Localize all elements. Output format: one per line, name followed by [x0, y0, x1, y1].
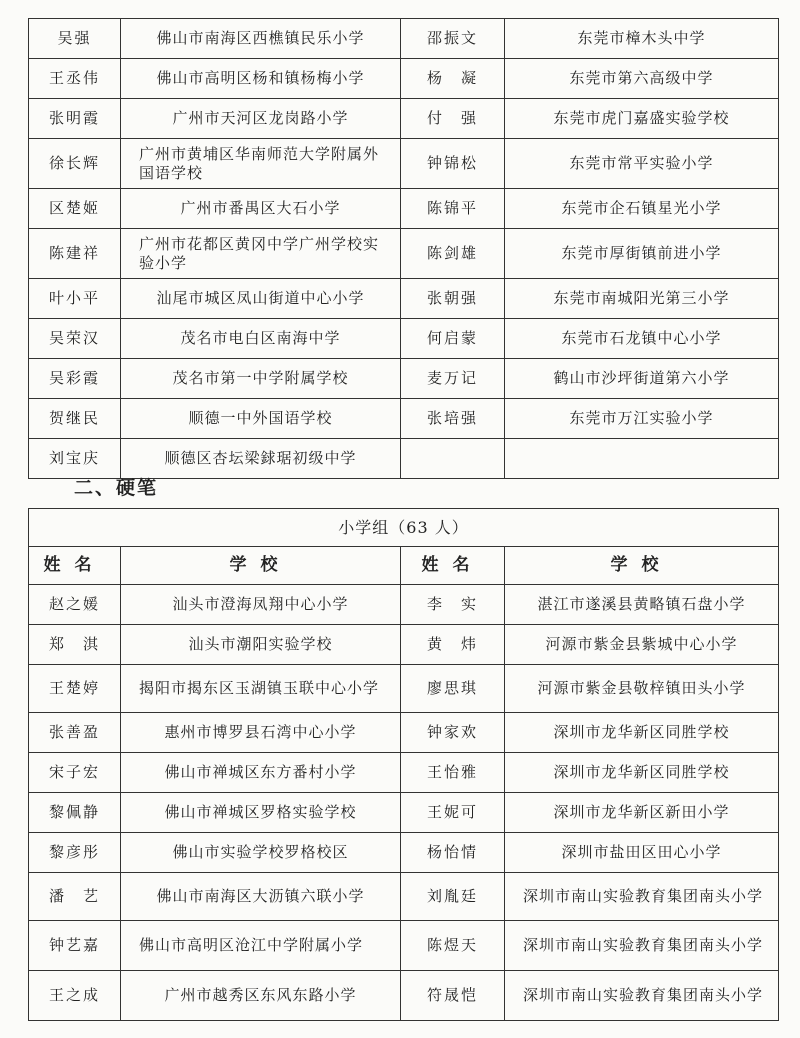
winner-school: 深圳市龙华新区新田小学 [505, 793, 779, 833]
table-row [29, 585, 779, 625]
winner-school: 东莞市厚街镇前进小学 [505, 229, 779, 279]
winner-name: 潘 艺 [29, 873, 121, 921]
hard-pen-award-table [28, 508, 779, 1021]
award-table-continued [28, 18, 779, 479]
winner-school: 顺德区杏坛梁銶琚初级中学 [121, 439, 401, 479]
winner-school: 揭阳市揭东区玉湖镇玉联中心小学 [121, 665, 401, 713]
winner-name: 徐长辉 [29, 139, 121, 189]
column-header-school: 学校 [505, 547, 779, 585]
table-row [29, 833, 779, 873]
winner-name: 吴强 [29, 19, 121, 59]
winner-school: 广州市番禺区大石小学 [121, 189, 401, 229]
winner-school: 广州市黄埔区华南师范大学附属外国语学校 [121, 139, 401, 189]
table-row [29, 921, 779, 971]
column-header-school: 学校 [121, 547, 401, 585]
winner-school: 佛山市南海区西樵镇民乐小学 [121, 19, 401, 59]
winner-name: 张明霞 [29, 99, 121, 139]
winner-school: 佛山市高明区杨和镇杨梅小学 [121, 59, 401, 99]
winner-school: 东莞市虎门嘉盛实验学校 [505, 99, 779, 139]
winner-school: 东莞市石龙镇中心小学 [505, 319, 779, 359]
table-row [29, 359, 779, 399]
winner-name: 刘胤廷 [401, 873, 505, 921]
winner-name: 陈剑雄 [401, 229, 505, 279]
winner-name: 叶小平 [29, 279, 121, 319]
table-row [29, 399, 779, 439]
winner-name: 钟家欢 [401, 713, 505, 753]
table-row [29, 99, 779, 139]
table-row [29, 139, 779, 189]
winner-name: 吴彩霞 [29, 359, 121, 399]
winner-name: 贺继民 [29, 399, 121, 439]
winner-school: 佛山市实验学校罗格校区 [121, 833, 401, 873]
winner-school: 汕头市潮阳实验学校 [121, 625, 401, 665]
winner-school: 深圳市龙华新区同胜学校 [505, 753, 779, 793]
winner-school: 东莞市常平实验小学 [505, 139, 779, 189]
table-row [29, 229, 779, 279]
winner-school: 佛山市禅城区罗格实验学校 [121, 793, 401, 833]
table-row [29, 59, 779, 99]
winner-name [401, 439, 505, 479]
winner-name: 赵之媛 [29, 585, 121, 625]
winner-name: 张朝强 [401, 279, 505, 319]
winner-name: 何启蒙 [401, 319, 505, 359]
table-row [29, 971, 779, 1021]
winner-school: 顺德一中外国语学校 [121, 399, 401, 439]
winner-name: 符晟恺 [401, 971, 505, 1021]
column-header-name: 姓名 [401, 547, 505, 585]
winner-school: 汕尾市城区凤山街道中心小学 [121, 279, 401, 319]
winner-school: 佛山市禅城区东方番村小学 [121, 753, 401, 793]
winner-name: 黎彦彤 [29, 833, 121, 873]
winner-school: 河源市紫金县紫城中心小学 [505, 625, 779, 665]
table-row [29, 793, 779, 833]
winner-school: 深圳市南山实验教育集团南头小学 [505, 873, 779, 921]
winner-school: 广州市天河区龙岗路小学 [121, 99, 401, 139]
winner-school: 鹤山市沙坪街道第六小学 [505, 359, 779, 399]
winner-name: 吴荣汉 [29, 319, 121, 359]
winner-name: 王丞伟 [29, 59, 121, 99]
column-header-name: 姓名 [29, 547, 121, 585]
winner-name: 钟锦松 [401, 139, 505, 189]
winner-school: 深圳市龙华新区同胜学校 [505, 713, 779, 753]
group-title-row [29, 509, 779, 547]
winner-school: 佛山市南海区大沥镇六联小学 [121, 873, 401, 921]
winner-name: 陈煜天 [401, 921, 505, 971]
winner-school: 深圳市南山实验教育集团南头小学 [505, 921, 779, 971]
table-row [29, 753, 779, 793]
winner-name: 钟艺嘉 [29, 921, 121, 971]
winner-name: 宋子宏 [29, 753, 121, 793]
winner-name: 陈建祥 [29, 229, 121, 279]
winner-name: 黎佩静 [29, 793, 121, 833]
winner-name: 王怡雅 [401, 753, 505, 793]
winner-school: 河源市紫金县敬梓镇田头小学 [505, 665, 779, 713]
table-row [29, 319, 779, 359]
winner-name: 区楚姬 [29, 189, 121, 229]
section-heading: 二、硬笔 [74, 477, 159, 499]
winner-name: 付 强 [401, 99, 505, 139]
winner-school: 汕头市澄海凤翔中心小学 [121, 585, 401, 625]
winner-name: 廖思琪 [401, 665, 505, 713]
winner-name: 麦万记 [401, 359, 505, 399]
winner-name: 杨怡情 [401, 833, 505, 873]
winner-school: 广州市越秀区东风东路小学 [121, 971, 401, 1021]
table-row [29, 279, 779, 319]
winner-name: 邵振文 [401, 19, 505, 59]
winner-school: 深圳市盐田区田心小学 [505, 833, 779, 873]
table-row [29, 625, 779, 665]
winner-school: 茂名市第一中学附属学校 [121, 359, 401, 399]
winner-name: 陈锦平 [401, 189, 505, 229]
winner-school: 惠州市博罗县石湾中心小学 [121, 713, 401, 753]
table-row [29, 713, 779, 753]
table-row [29, 665, 779, 713]
winner-name: 黄 炜 [401, 625, 505, 665]
table-row [29, 19, 779, 59]
winner-school: 东莞市第六高级中学 [505, 59, 779, 99]
winner-name: 王楚婷 [29, 665, 121, 713]
header-row [29, 547, 779, 585]
winner-school: 东莞市万江实验小学 [505, 399, 779, 439]
winner-name: 王之成 [29, 971, 121, 1021]
winner-school: 东莞市企石镇星光小学 [505, 189, 779, 229]
winner-name: 杨 凝 [401, 59, 505, 99]
winner-name: 王妮可 [401, 793, 505, 833]
winner-school: 广州市花都区黄冈中学广州学校实验小学 [121, 229, 401, 279]
winner-name: 郑 淇 [29, 625, 121, 665]
winner-school: 东莞市南城阳光第三小学 [505, 279, 779, 319]
group-title: 小学组（63 人） [29, 509, 779, 547]
table-row [29, 189, 779, 229]
winner-school: 茂名市电白区南海中学 [121, 319, 401, 359]
winner-school: 佛山市高明区沧江中学附属小学 [121, 921, 401, 971]
table-row [29, 873, 779, 921]
winner-school: 湛江市遂溪县黄略镇石盘小学 [505, 585, 779, 625]
winner-name: 张培强 [401, 399, 505, 439]
winner-name: 张善盈 [29, 713, 121, 753]
winner-school [505, 439, 779, 479]
winner-school: 深圳市南山实验教育集团南头小学 [505, 971, 779, 1021]
winner-school: 东莞市樟木头中学 [505, 19, 779, 59]
winner-name: 刘宝庆 [29, 439, 121, 479]
winner-name: 李 实 [401, 585, 505, 625]
